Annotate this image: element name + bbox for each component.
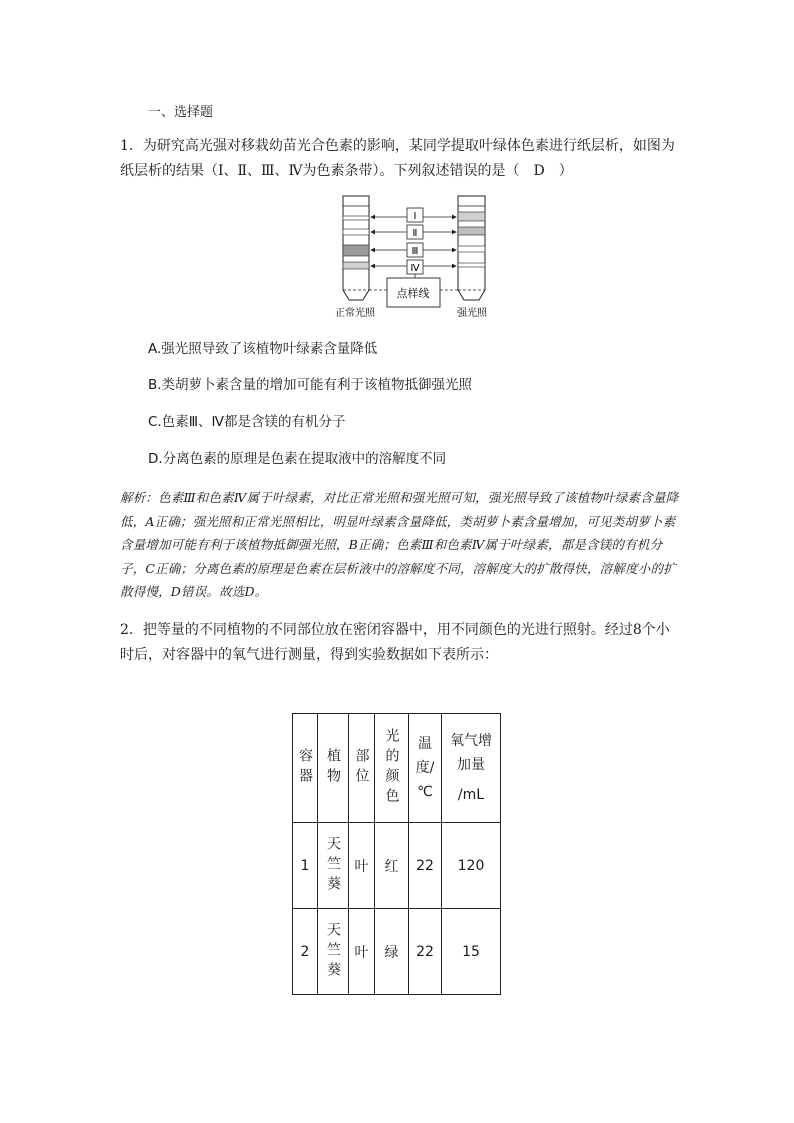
- spot-line-label: 点样线: [396, 287, 430, 300]
- chromatography-figure: [325, 194, 500, 322]
- header-oxygen-unit: /mL: [457, 787, 485, 803]
- cell-light-color: 红: [375, 823, 409, 909]
- option-a: A.强光照导致了该植物叶绿素含量降低: [148, 341, 378, 357]
- cell-oxygen: 120: [442, 823, 501, 909]
- cell-container: 2: [293, 909, 318, 995]
- question-2-stem: 2．把等量的不同植物的不同部位放在密闭容器中，用不同颜色的光进行照射。经过8个小时后，对容器中的氧气进行测量，得到实验数据如下表所示：: [120, 622, 670, 663]
- right-band-4: [458, 263, 485, 267]
- band-label-4: Ⅳ: [410, 263, 420, 274]
- table-row: [293, 909, 501, 995]
- option-d: D.分离色素的原理是色素在提取液中的溶解度不同: [148, 451, 447, 467]
- analysis-text: 解析：色素Ⅲ和色素Ⅳ属于叶绿素，对比正常光照和强光照可知，强光照导致了该植物叶绿素含量降低，A正确；强光照和正常光照相比，明显叶绿素含量降低，类胡萝卜素含量增加，可见类胡萝卜素含量增加可能有利于该植物抵御强光照，B正确；色素Ⅲ和色素Ⅳ属于叶绿素，都是含镁的有机分子，C正确；分离色素的原理是色素在层析液中的溶解度不同，溶解度大的扩散得快，溶解度小的扩散得慢，D错误。故选D。: [120, 490, 679, 599]
- left-band-1: [343, 216, 369, 220]
- table-row: [293, 823, 501, 909]
- cell-light-color: 绿: [375, 909, 409, 995]
- cell-plant: 天竺葵: [325, 921, 341, 982]
- header-container: 容器: [297, 748, 313, 788]
- table-header-row: [293, 714, 501, 823]
- option-c: C.色素Ⅲ、Ⅳ都是含镁的有机分子: [148, 414, 346, 430]
- right-band-1: [458, 212, 485, 221]
- right-band-2: [458, 227, 485, 235]
- cell-temperature: 22: [409, 909, 442, 995]
- cell-temperature: 22: [409, 823, 442, 909]
- header-part: 部位: [353, 748, 370, 788]
- header-oxygen: 氧气增加量: [450, 733, 492, 773]
- option-b: B.类胡萝卜素含量的增加可能有利于该植物抵御强光照: [148, 377, 473, 393]
- question-1-stem: 1．为研究高光强对移栽幼苗光合色素的影响，某同学提取叶绿体色素进行纸层析，如图为纸层析的结果（Ⅰ、Ⅱ、Ⅲ、Ⅳ为色素条带）。下列叙述错误的是（ D ）: [120, 138, 675, 179]
- right-band-3: [458, 246, 485, 252]
- cell-part: 叶: [349, 909, 375, 995]
- cell-plant: 天竺葵: [325, 835, 341, 896]
- band-label-2: Ⅱ: [412, 228, 418, 239]
- left-band-4: [343, 262, 369, 269]
- header-plant: 植物: [325, 748, 341, 788]
- left-band-2: [343, 229, 369, 235]
- band-label-1: Ⅰ: [413, 211, 417, 222]
- section-title: 一、选择题: [148, 105, 214, 120]
- left-band-3: [343, 245, 369, 256]
- header-temperature: 温度/℃: [415, 736, 435, 800]
- header-light-color: 光的颜色: [383, 728, 400, 808]
- right-label: 强光照: [457, 308, 487, 319]
- cell-oxygen: 15: [442, 909, 501, 995]
- cell-container: 1: [293, 823, 318, 909]
- band-label-3: Ⅲ: [411, 246, 419, 257]
- left-label: 正常光照: [335, 308, 375, 319]
- cell-part: 叶: [349, 823, 375, 909]
- oxygen-data-table: [292, 713, 501, 995]
